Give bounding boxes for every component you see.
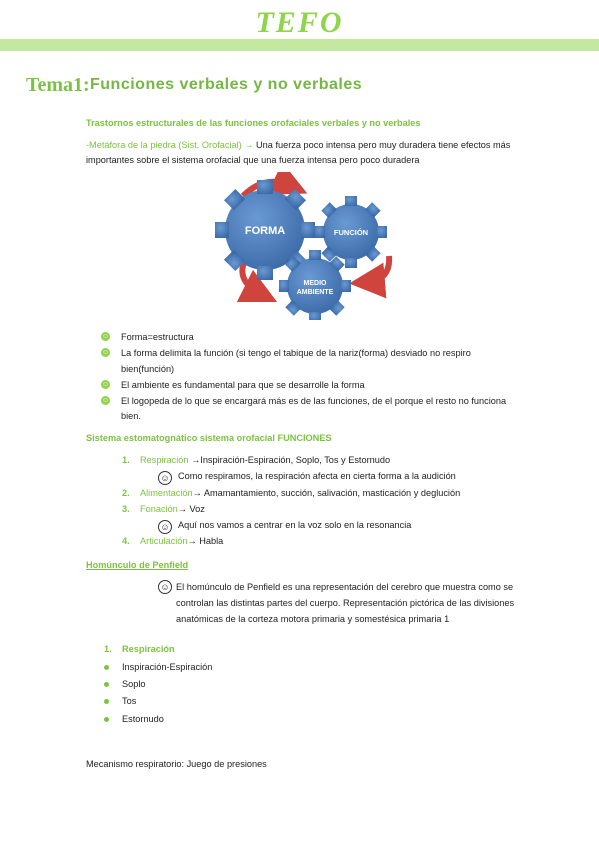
mecanismo-line: Mecanismo respiratorio: Juego de presiones	[86, 759, 267, 769]
penfield-text: El homúnculo de Penfield es una representación del cerebro que muestra como se controlan las distintas partes del cuerpo. Representación pictórica de las divisiones anatómicas de la corteza motora primaria y somestésica primaria 1	[176, 582, 515, 624]
penfield-paragraph	[158, 579, 520, 627]
header-band	[0, 39, 599, 51]
tema-label: Tema1:	[26, 74, 90, 96]
respiracion-list	[104, 659, 212, 728]
list-item: ☺ El ambiente es fundamental para que se desarrolle la forma	[101, 379, 365, 390]
gear-forma-label: FORMA	[244, 225, 286, 237]
smiley-icon: ☺	[158, 471, 172, 485]
smiley-bullet-icon: ☺	[101, 349, 110, 356]
function-note: ☺ Como respiramos, la respiración afecta en cierta forma a la audición	[158, 469, 456, 485]
gear-ambiente-label: AMBIENTE	[296, 289, 334, 296]
metaphor-paragraph	[86, 138, 526, 168]
list-item: Estornudo	[104, 711, 212, 728]
cycle-arrow-right	[367, 256, 389, 282]
respiracion-heading: 1. Respiración	[104, 644, 175, 654]
tema-title: Funciones verbales y no verbales	[90, 76, 363, 93]
function-item: 4. Articulación→ Habla	[122, 536, 224, 546]
gear-medio-label: MEDIO	[303, 280, 327, 287]
document-header-title: TEFO	[255, 6, 344, 39]
gear-funcion	[315, 196, 387, 268]
smiley-bullet-icon: ☺	[101, 396, 110, 404]
function-item: 1. Respiración →Inspiración-Espiración, Soplo, Tos y Estornudo	[122, 455, 391, 465]
forma-bullet-list	[101, 330, 521, 425]
list-item: ☺ Forma=estructura	[101, 332, 194, 342]
function-item: 3. Fonación→ Voz	[122, 504, 205, 514]
metaphor-lead: -Metáfora de la piedra (Sist. Orofacial) →	[86, 140, 254, 150]
list-item: ☺ La forma delimita la función (si tengo el tabique de la nariz(forma) desviado no respiro bien(función)	[101, 348, 471, 374]
section-heading: Trastornos estructurales de las funciones orofaciales verbales y no verbales	[86, 118, 421, 128]
metaphor-text: Una fuerza poco intensa pero muy duradera tiene efectos más importantes sobre el sistema orofacial que una fuerza intensa pero poco duradera	[86, 140, 511, 165]
list-item: Soplo	[104, 676, 212, 693]
list-item: ☺ El logopeda de lo que se encargará más es de las funciones, de el porque el resto no funciona bien.	[101, 395, 507, 421]
list-item: Tos	[104, 693, 212, 710]
system-heading: Sistema estomatognático sistema orofacial FUNCIONES	[86, 433, 332, 443]
smiley-bullet-icon: ☺	[101, 333, 110, 340]
function-note: ☺ Aquí nos vamos a centrar en la voz solo en la resonancia	[158, 518, 411, 534]
homunculo-heading: Homúnculo de Penfield	[86, 560, 189, 570]
list-item: Inspiración-Espiración	[104, 659, 212, 676]
gear-medio-ambiente	[279, 250, 351, 320]
function-item: 2. Alimentación→ Amamantamiento, succión, salivación, masticación y deglución	[122, 488, 461, 498]
smiley-icon: ☺	[158, 580, 172, 594]
gears-diagram	[203, 172, 399, 320]
smiley-bullet-icon: ☺	[101, 380, 110, 388]
gear-funcion-label: FUNCIÓN	[333, 228, 369, 237]
smiley-icon: ☺	[158, 520, 172, 534]
